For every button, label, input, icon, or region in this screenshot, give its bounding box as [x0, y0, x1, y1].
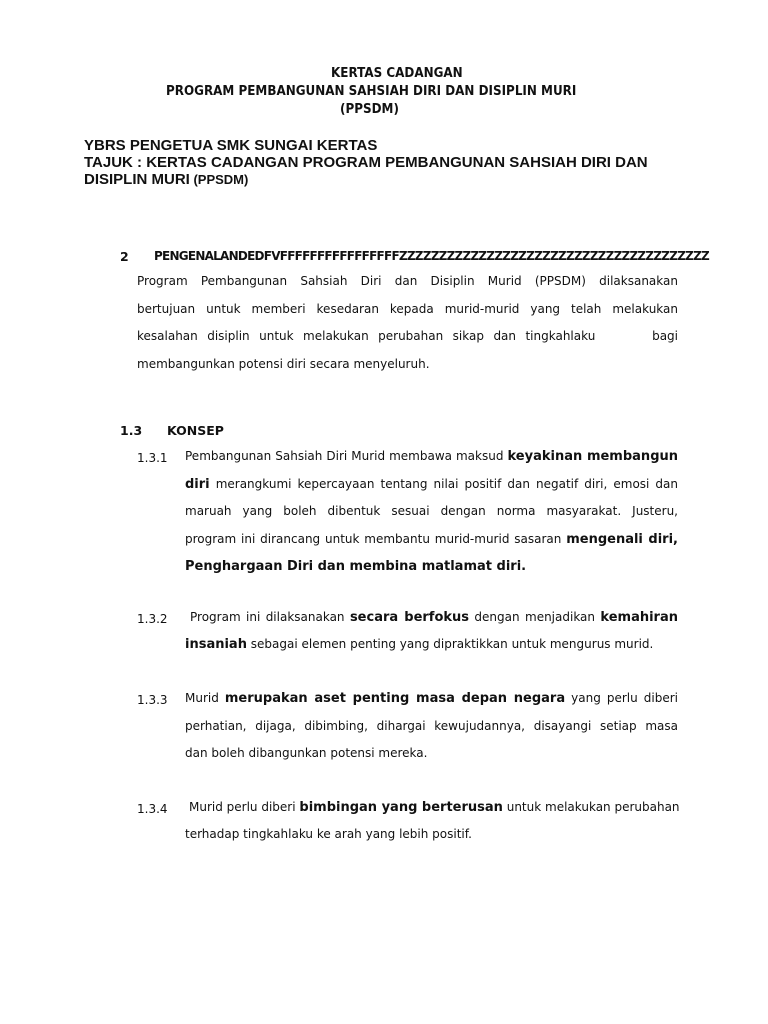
item-1-3-2-line-2: [185, 631, 678, 659]
intro-line-1: Program Pembangunan Sahsiah Diri dan Disiplin Murid (PPSDM) dilaksanakan: [137, 274, 678, 288]
item-1-3-2-l2-bold: insaniah: [185, 637, 247, 652]
item-1-3-2-l1-mid: dengan menjadikan: [469, 610, 601, 624]
item-1-3-3-line-2: perhatian, dijaga, dibimbing, dihargai kewujudannya, disayangi setiap masa: [185, 718, 678, 733]
item-1-3-4-l1-post: untuk melakukan perubahan: [502, 800, 680, 814]
intro-line-3: kesalahan disiplin untuk melakukan perubahan sikap dan tingkahlaku bagi: [137, 329, 678, 343]
item-1-3-4-text-cont: [185, 821, 678, 849]
document-subtitle: PROGRAM PEMBANGUNAN SAHSIAH DIRI DAN DISIPLIN MURI: [166, 84, 577, 99]
intro-line-2: bertujuan untuk memberi kesedaran kepada murid-murid yang telah melakukan: [137, 301, 678, 316]
item-1-3-2-text-cont: [185, 631, 678, 659]
item-1-3-2-l2-post: sebagai elemen penting yang dipraktikkan untuk mengurus murid.: [246, 637, 654, 651]
section-heading-intro: PENGENALANDEDFVFFFFFFFFFFFFFFFFZZZZZZZZZZZZZZZZZZZZZZZZZZZZZZZZZZZZZZZ: [154, 249, 709, 263]
item-number-1-3-2: 1.3.2: [137, 612, 168, 626]
subject-continued-suffix: (PPSDM): [189, 172, 249, 187]
item-1-3-2-line-1: [190, 604, 678, 632]
item-1-3-1-l5-bold: Penghargaan Diri dan membina matlamat diri.: [185, 559, 527, 574]
document-title: KERTAS CADANGAN: [331, 66, 463, 81]
item-1-3-1-l2-post: merangkumi kepercayaan tentang nilai positif dan negatif diri, emosi dan: [209, 476, 678, 491]
item-1-3-1-line-2: [185, 471, 678, 499]
addressee-line: YBRS PENGETUA SMK SUNGAI KERTAS: [84, 137, 378, 154]
section-number-intro: 2: [120, 249, 129, 264]
item-1-3-2-l1-bold: secara berfokus: [349, 610, 470, 625]
item-1-3-3-text: [185, 685, 678, 768]
item-1-3-2-text: [190, 604, 678, 632]
item-1-3-4-l1-bold: bimbingan yang berterusan: [299, 800, 503, 815]
item-1-3-3-line-1: [185, 685, 678, 713]
item-1-3-4-text: [189, 794, 678, 822]
item-1-3-4-line-1: [189, 794, 678, 822]
item-1-3-3-l1-pre: Murid: [185, 691, 225, 705]
item-1-3-1-l4-bold: mengenali diri,: [566, 531, 678, 547]
intro-line-4: membangunkan potensi diri secara menyeluruh.: [137, 356, 430, 371]
item-1-3-1-l1-bold: keyakinan membangun: [507, 449, 679, 464]
item-number-1-3-3: 1.3.3: [137, 693, 168, 707]
item-1-3-1-l1-pre: Pembangunan Sahsiah Diri Murid membawa maksud: [185, 449, 508, 463]
item-1-3-1-line-3: maruah yang boleh dibentuk sesuai dengan norma masyarakat. Justeru,: [185, 504, 678, 518]
item-number-1-3-4: 1.3.4: [137, 802, 168, 816]
item-1-3-4-line-2: terhadap tingkahlaku ke arah yang lebih positif.: [185, 827, 472, 841]
subject-line-continued: [84, 171, 248, 188]
item-1-3-4-l1-pre: Murid perlu diberi: [189, 800, 300, 814]
item-1-3-1-l4-pre: program ini dirancang untuk membantu murid-murid sasaran: [185, 531, 567, 546]
item-1-3-1-line-1: [185, 443, 678, 471]
item-1-3-1-text: [185, 443, 678, 581]
section-heading-konsep: KONSEP: [167, 423, 224, 438]
subject-line: TAJUK : KERTAS CADANGAN PROGRAM PEMBANGUNAN SAHSIAH DIRI DAN: [84, 154, 648, 171]
item-1-3-2-l1-bold2: kemahiran: [600, 610, 678, 625]
item-1-3-3-l1-post: yang perlu diberi: [565, 691, 678, 705]
item-1-3-1-line-5: [185, 553, 678, 581]
document-acronym: (PPSDM): [340, 102, 399, 117]
subject-continued-main: DISIPLIN MURI: [84, 171, 190, 188]
item-1-3-3-l1-bold: merupakan aset penting masa depan negara: [224, 691, 566, 706]
section-number-konsep: 1.3: [120, 423, 143, 438]
item-1-3-1-l2-bold: diri: [185, 476, 210, 492]
item-1-3-1-line-4: [185, 526, 678, 554]
intro-paragraph: [137, 268, 678, 378]
item-1-3-3-line-3: dan boleh dibangunkan potensi mereka.: [185, 746, 428, 760]
item-number-1-3-1: 1.3.1: [137, 451, 168, 465]
item-1-3-2-l1-pre: Program ini dilaksanakan: [190, 610, 350, 624]
